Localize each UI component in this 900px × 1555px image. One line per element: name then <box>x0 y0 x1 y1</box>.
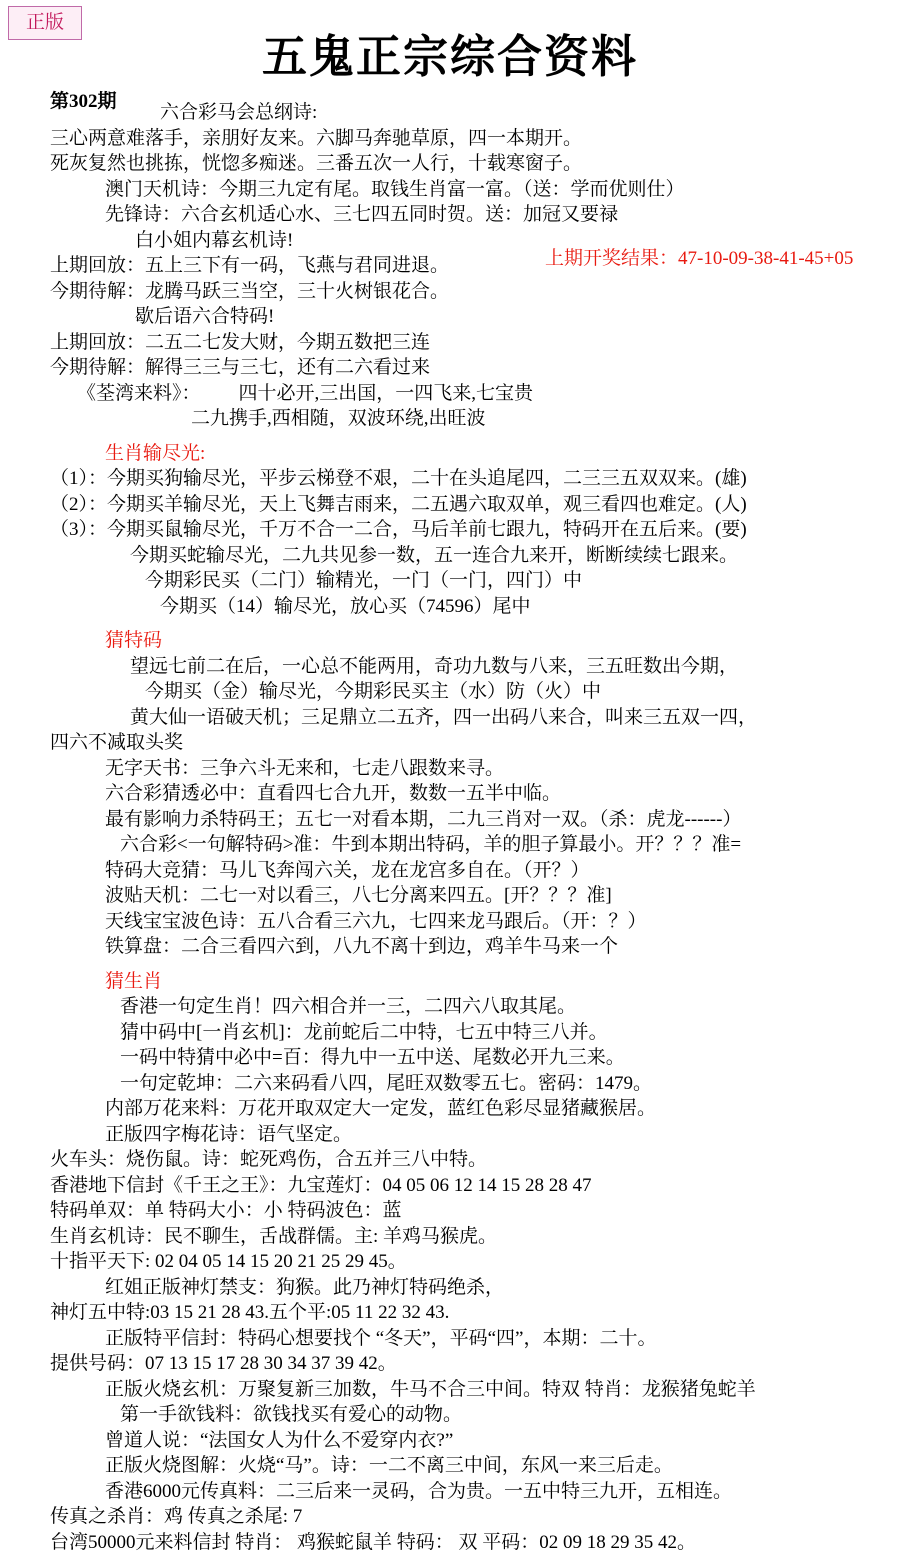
text-line: 今期彩民买（二门）输精光，一门（一门，四门）中 <box>0 568 900 594</box>
text-line: 香港地下信封《千王之王》：九宝莲灯：04 05 06 12 14 15 28 28 47 <box>0 1173 900 1199</box>
text-line: 六合彩<一句解特码>准：牛到本期出特码，羊的胆子算最小。开？？？准= <box>0 832 900 858</box>
section-heading: 生肖输尽光: <box>0 441 900 467</box>
text-line: 香港一句定生肖！四六相合并一三，二四六八取其尾。 <box>0 994 900 1020</box>
draw-result-label: 上期开奖结果： <box>545 248 678 269</box>
line-spacer <box>0 960 900 969</box>
text-line: 生肖玄机诗：民不聊生，舌战群儒。主: 羊鸡马猴虎。 <box>0 1224 900 1250</box>
text-line: 第一手欲钱料：欲钱找买有爱心的动物。 <box>0 1402 900 1428</box>
text-line: 正版四字梅花诗：语气坚定。 <box>0 1122 900 1148</box>
text-line: 正版火烧图解：火烧“马”。诗：一二不离三中间，东风一来三后走。 <box>0 1453 900 1479</box>
text-line: 三心两意难落手，亲朋好友来。六脚马奔驰草原，四一本期开。 <box>0 126 900 152</box>
issue-number: 第302期 <box>50 86 117 113</box>
text-line: 台湾50000元来料信封 特肖： 鸡猴蛇鼠羊 特码： 双 平码：02 09 18 29 35 42。 <box>0 1530 900 1555</box>
text-line: 一句定乾坤：二六来码看八四，尾旺双数零五七。密码：1479。 <box>0 1071 900 1097</box>
text-line: 火车头：烧伤鼠。诗：蛇死鸡伤，合五并三八中特。 <box>0 1147 900 1173</box>
text-line: 香港6000元传真料：二三后来一灵码，合为贵。一五中特三九开，五相连。 <box>0 1479 900 1505</box>
text-line: 今期买（14）输尽光，放心买（74596）尾中 <box>0 594 900 620</box>
text-line: 正版特平信封：特码心想要找个 “冬天”，平码“四”，本期：二十。 <box>0 1326 900 1352</box>
text-line: 歇后语六合特码! <box>0 304 900 330</box>
text-line: 波贴天机：二七一对以看三，八七分离来四五。[开？？？准] <box>0 883 900 909</box>
text-line: 六合彩猜透必中：直看四七合九开，数数一五半中临。 <box>0 781 900 807</box>
text-line: 二九携手,西相随，双波环绕,出旺波 <box>0 406 900 432</box>
text-line: 神灯五中特:03 15 21 28 43.五个平:05 11 22 32 43. <box>0 1300 900 1326</box>
text-line: 今期待解：龙腾马跃三当空，三十火树银花合。 <box>0 279 900 305</box>
section-heading: 猜生肖 <box>0 969 900 995</box>
text-line: 红姐正版神灯禁支：狗猴。此乃神灯特码绝杀， <box>0 1275 900 1301</box>
text-line: 白小姐内幕玄机诗! <box>0 228 900 254</box>
text-line: 澳门天机诗：今期三九定有尾。取钱生肖富一富。（送：学而优则仕） <box>0 177 900 203</box>
text-line: 《荃湾来料》： 四十必开,三出国，一四飞来,七宝贵 <box>0 381 900 407</box>
text-line: 最有影响力杀特码王；五七一对看本期，二九三肖对一双。（杀：虎龙------） <box>0 807 900 833</box>
text-line: 先锋诗：六合玄机适心水、三七四五同时贺。送：加冠又要禄 <box>0 202 900 228</box>
text-line: 内部万花来料：万花开取双定大一定发，蓝红色彩尽显猪藏猴居。 <box>0 1096 900 1122</box>
text-line: 今期待解：解得三三与三七，还有二六看过来 <box>0 355 900 381</box>
zhengban-badge: 正版 <box>8 6 82 40</box>
text-line: 正版火烧玄机：万聚复新三加数，牛马不合三中间。特双 特肖：龙猴猪兔蛇羊 <box>0 1377 900 1403</box>
text-line: （1）：今期买狗输尽光，平步云梯登不艰，二十在头追尾四，二三三五双双来。(雄) <box>0 466 900 492</box>
text-line: 传真之杀肖：鸡 传真之杀尾: 7 <box>0 1504 900 1530</box>
text-line: 四六不减取头奖 <box>0 730 900 756</box>
section-heading: 猜特码 <box>0 628 900 654</box>
text-line: 今期买（金）输尽光，今期彩民买主（水）防（火）中 <box>0 679 900 705</box>
text-line: 十指平天下: 02 04 05 14 15 20 21 25 29 45。 <box>0 1249 900 1275</box>
line-spacer <box>0 432 900 441</box>
text-line: 一码中特猜中必中=百：得九中一五中送、尾数必开九三来。 <box>0 1045 900 1071</box>
text-line: 望远七前二在后，一心总不能两用，奇功九数与八来，三五旺数出今期， <box>0 654 900 680</box>
text-line: 六合彩马会总纲诗: <box>0 100 900 126</box>
text-line: 上期回放：五上三下有一码，飞燕与君同进退。 <box>0 253 900 279</box>
document-body <box>0 100 900 1555</box>
text-line: （2）：今期买羊输尽光，天上飞舞吉雨来，二五遇六取双单，观三看四也难定。(人) <box>0 492 900 518</box>
page-title: 五鬼正宗综合资料 <box>0 20 900 85</box>
text-line: 上期回放：二五二七发大财，今期五数把三连 <box>0 330 900 356</box>
text-line: 特码大竞猜：马儿飞奔闯六关，龙在龙宫多自在。（开？） <box>0 858 900 884</box>
text-line: 无字天书：三争六斗无来和，七走八跟数来寻。 <box>0 756 900 782</box>
text-line: 特码单双：单 特码大小：小 特码波色：蓝 <box>0 1198 900 1224</box>
text-line: 曾道人说：“法国女人为什么不爱穿内衣?” <box>0 1428 900 1454</box>
text-line: 提供号码：07 13 15 17 28 30 34 37 39 42。 <box>0 1351 900 1377</box>
text-line: 黄大仙一语破天机；三足鼎立二五齐，四一出码八来合，叫来三五双一四， <box>0 705 900 731</box>
text-line: 猜中码中[一肖玄机]：龙前蛇后二中特，七五中特三八并。 <box>0 1020 900 1046</box>
text-line: 天线宝宝波色诗：五八合看三六九，七四来龙马跟后。（开：？） <box>0 909 900 935</box>
line-spacer <box>0 619 900 628</box>
draw-result-numbers: 47-10-09-38-41-45+05 <box>678 248 853 269</box>
text-line: 死灰复然也挑拣，恍惚多痴迷。三番五次一人行，十载寒窗子。 <box>0 151 900 177</box>
text-line: 铁算盘：二合三看四六到，八九不离十到边，鸡羊牛马来一个 <box>0 934 900 960</box>
text-line: 今期买蛇输尽光，二九共见参一数，五一连合九来开，断断续续七跟来。 <box>0 543 900 569</box>
text-line: （3）：今期买鼠输尽光，千万不合一二合，马后羊前七跟九，特码开在五后来。(要) <box>0 517 900 543</box>
